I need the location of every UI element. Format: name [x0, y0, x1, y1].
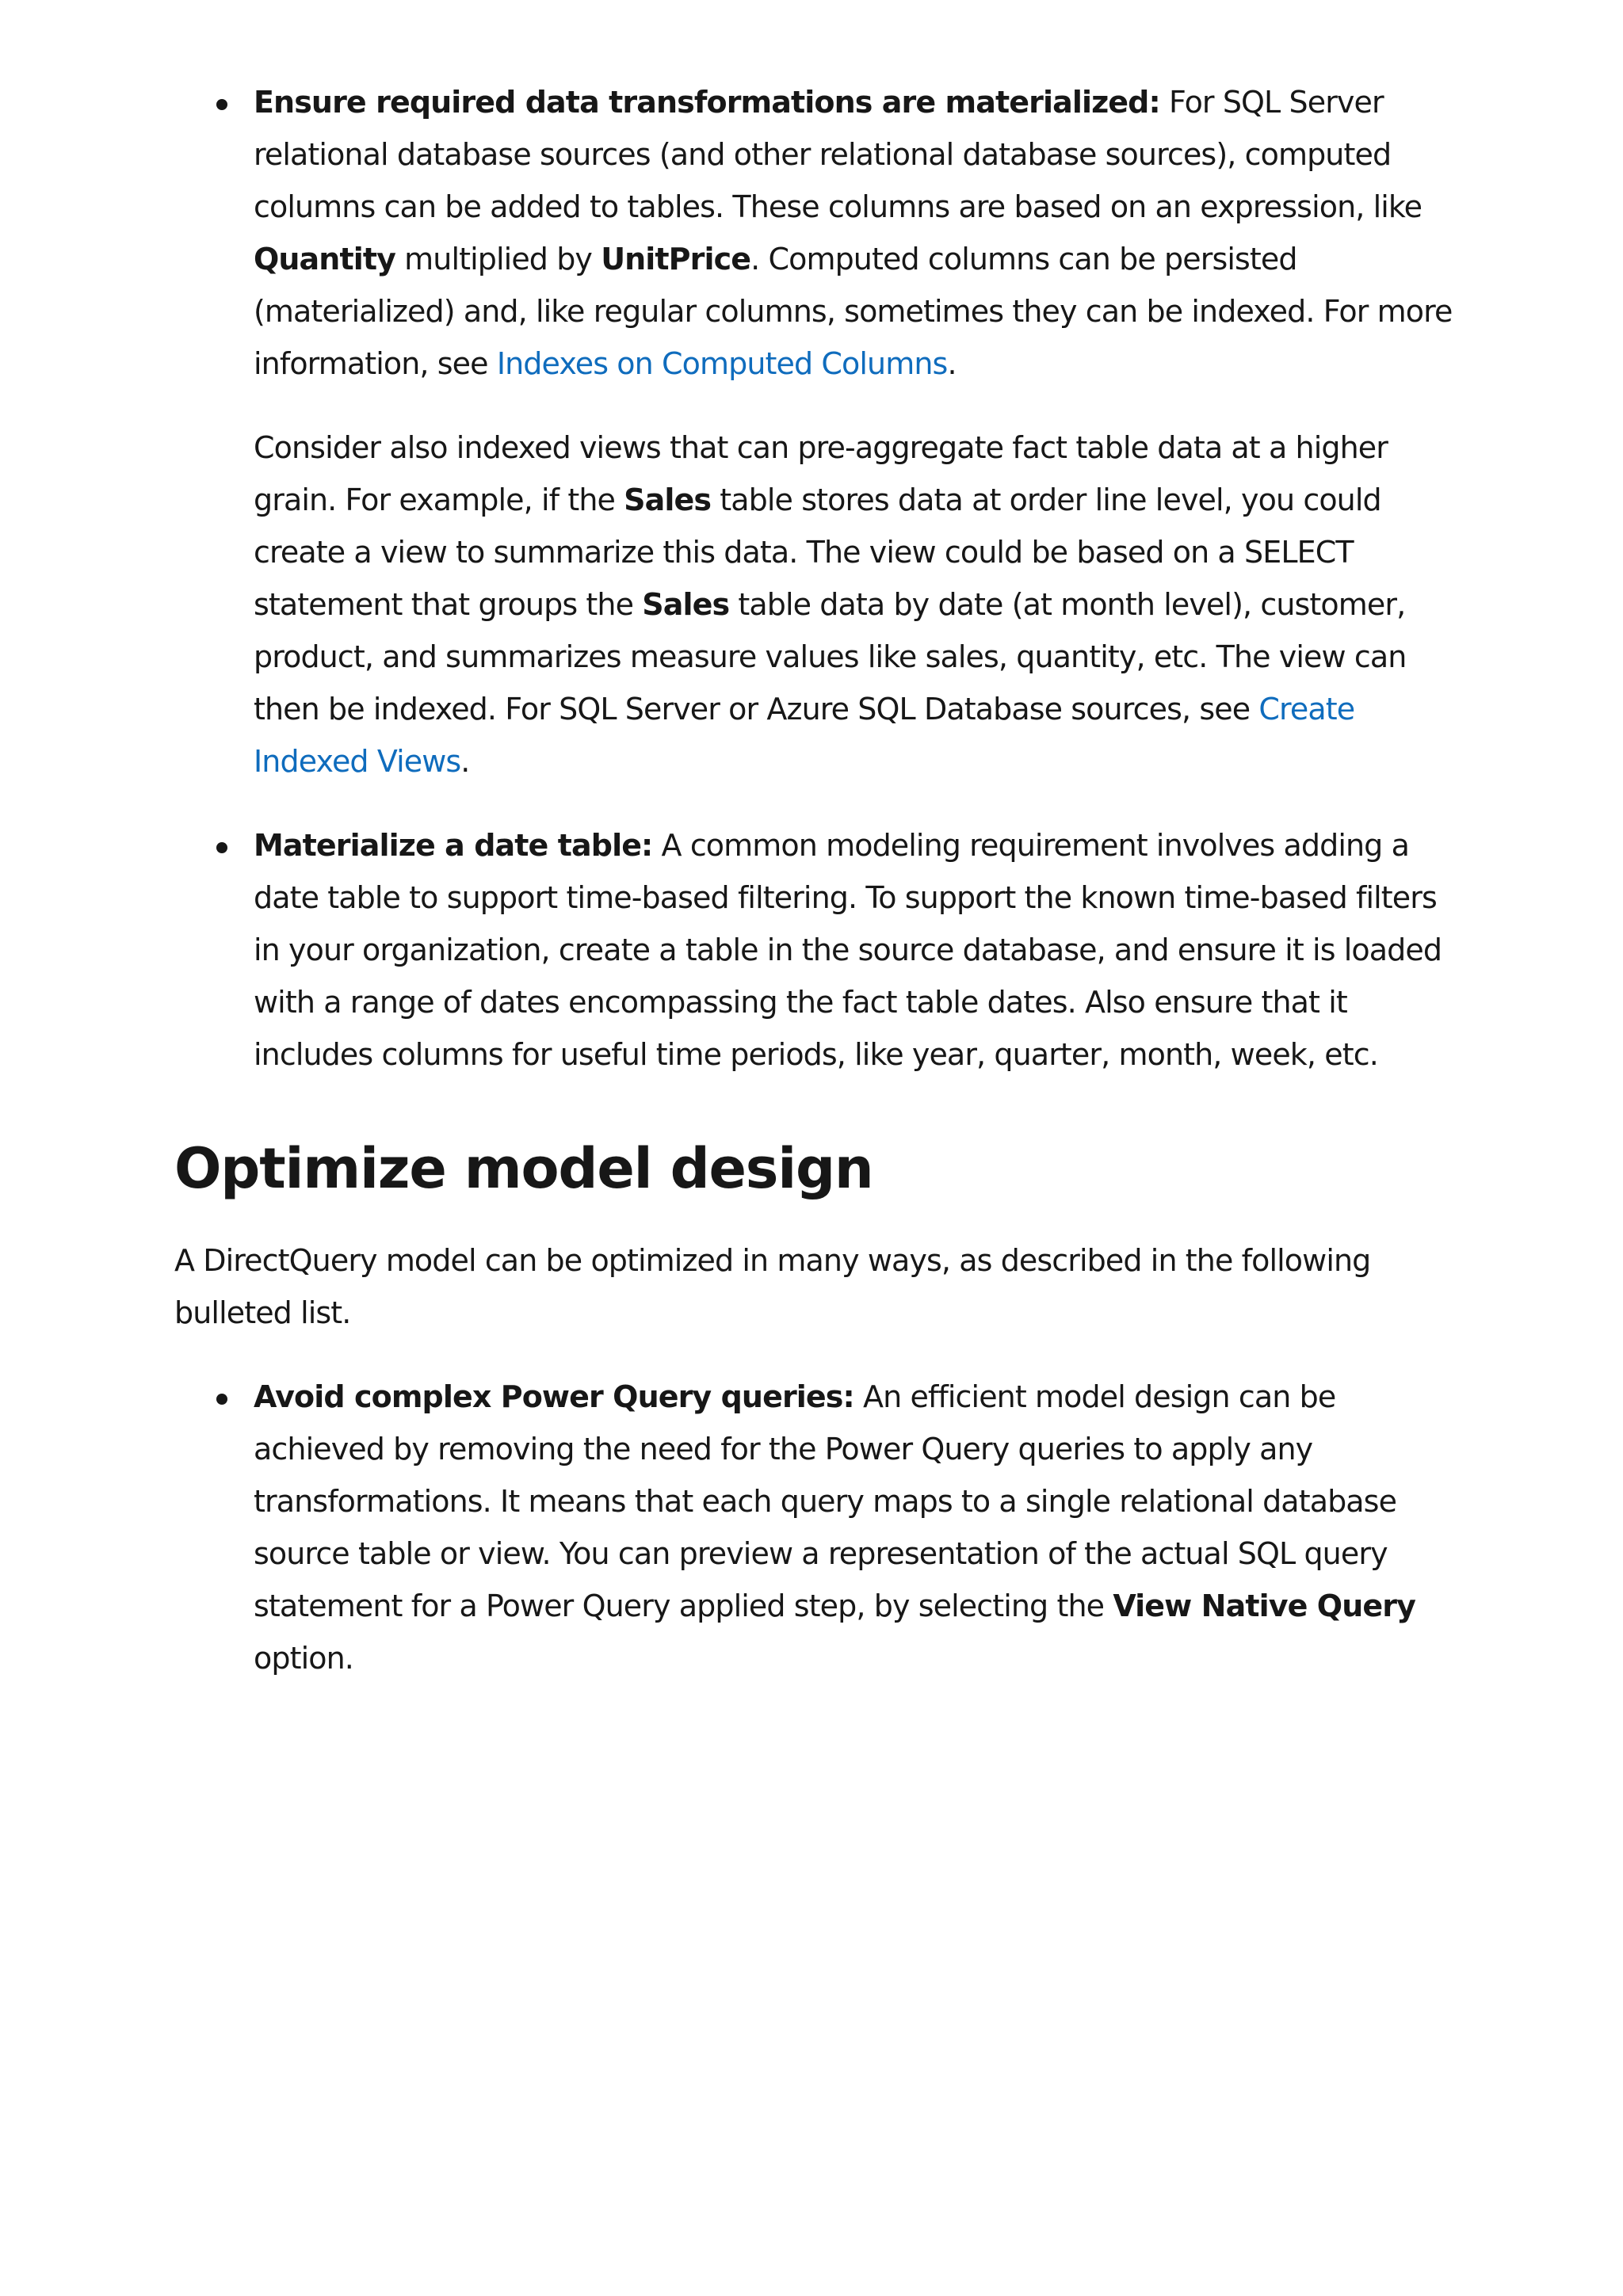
list-item-materialize-date-table: [254, 819, 1465, 1081]
link-indexes-computed-columns[interactable]: Indexes on Computed Columns: [496, 346, 948, 381]
link-create-indexed-views[interactable]: Create Indexed Views: [254, 692, 1355, 779]
text: multiplied by: [395, 242, 601, 277]
list-item-materialize-transformations: [254, 76, 1465, 788]
bold-lead: Avoid complex Power Query queries:: [254, 1379, 854, 1414]
text: table stores data at order line level, you could create a view to summarize this data. The view could be based on a SELECT statement that groups the: [254, 482, 1381, 622]
paragraph: [254, 1371, 1465, 1684]
paragraph: [254, 76, 1465, 390]
text: An efficient model design can be achieved by removing the need for the Power Query queries to apply any transformations. It means that each query maps to a single relational database source table or view. You can preview a representation of the actual SQL query statement for a Power Query applied step, by selecting the: [254, 1379, 1397, 1623]
bold-term: View Native Query: [1113, 1589, 1415, 1623]
section-intro: A DirectQuery model can be optimized in many ways, as described in the following bulleted list.: [174, 1243, 1371, 1330]
text: Consider also indexed views that can pre-aggregate fact table data at a higher grain. For example, if the: [254, 430, 1388, 517]
text: A common modeling requirement involves adding a date table to support time-based filtering. To support the known time-based filters in your organization, create a table in the source database, and ensure it is loaded with a range of dates encompassing the fact table dates. Also ensure that it includes columns for useful time periods, like year, quarter, month, week, etc.: [254, 828, 1442, 1072]
bold-lead: Ensure required data transformations are materialized:: [254, 85, 1160, 120]
paragraph: [254, 421, 1465, 788]
bullet-list: [174, 1371, 1465, 1684]
text: .: [460, 744, 470, 779]
text: . Computed columns can be persisted (materialized) and, like regular columns, sometimes they can be indexed. For more information, see: [254, 242, 1453, 381]
text: .: [947, 346, 957, 381]
list-item-avoid-complex-queries: [254, 1371, 1465, 1684]
bullet-list: [174, 76, 1465, 1081]
bold-term: Sales: [624, 482, 712, 517]
bold-term: Sales: [642, 587, 730, 622]
paragraph: [254, 819, 1465, 1081]
bold-term: Quantity: [254, 242, 395, 277]
bold-lead: Materialize a date table:: [254, 828, 653, 863]
section-heading: Optimize model design: [174, 1136, 873, 1201]
text: option.: [254, 1641, 353, 1676]
bold-term: UnitPrice: [601, 242, 751, 277]
text: For SQL Server relational database sources (and other relational database sources), computed columns can be added to tables. These columns are based on an expression, like: [254, 85, 1423, 224]
text: table data by date (at month level), customer, product, and summarizes measure values like sales, quantity, etc. The view can then be indexed. For SQL Server or Azure SQL Database sources, see: [254, 587, 1407, 727]
